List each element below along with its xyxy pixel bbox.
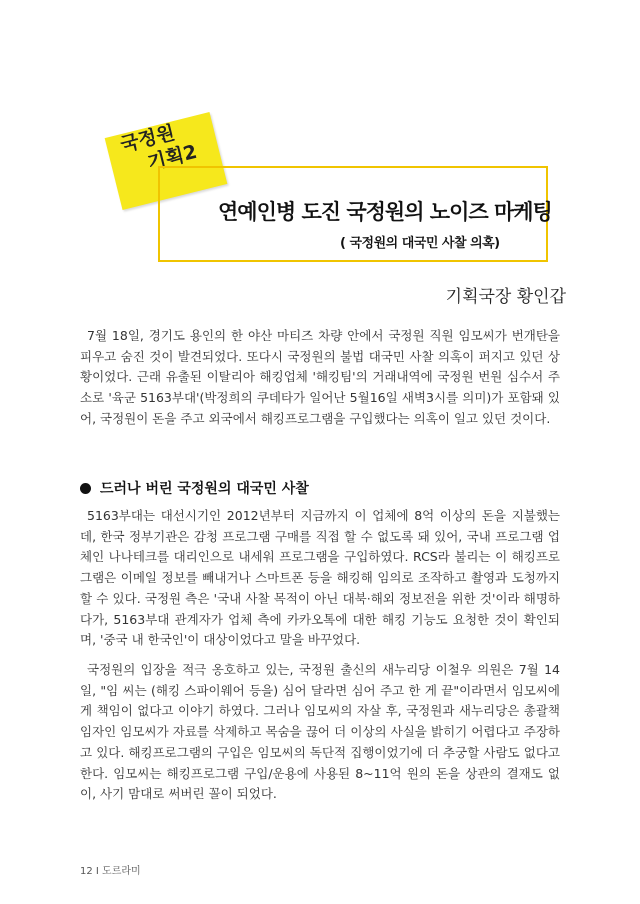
closing-paragraph: 국정원의 입장을 적극 옹호하고 있는, 국정원 출신의 새누리당 이철우 의원은 7월 14일, "임 씨는 (해킹 스파이웨어 등을) 심어 달라면 심어 주고 한 게 끝"이라면서 임모씨에게 책임이 없다고 이야기 하였다. 그러나 임모씨의 자살 후, 국정원과 새누리당은 총괄책임자인 임모씨가 자료를 삭제하고 목숨을 끊어 더 이상의 사실을 밝히기 어렵다고 주장하고 있다. 해킹프로그램의 구입은 임모씨의 독단적 집행이었기에 더 추궁할 사람도 없다고 한다. 임모씨는 해킹프로그램 구입/운용에 사용된 8~11억 원의 돈을 상관의 결재도 없이, 사기 맘대로 써버린 꼴이 되었다.: [80, 662, 560, 802]
article-subtitle: ( 국정원의 대국민 사찰 의혹): [340, 236, 500, 251]
badge-line-2: 기획2: [145, 140, 200, 175]
section-heading: [80, 478, 560, 498]
intro-paragraph: 7월 18일, 경기도 용인의 한 야산 마티즈 차량 안에서 국정원 직원 임모씨가 번개탄을 피우고 숨진 것이 발견되었다. 또다시 국정원의 불법 대국민 사찰 의혹이 퍼지고 있던 상황이었다. 근래 유출된 이탈리아 해킹업체 '해킹팀'의 거래내역에 국정원 번원 심수서 주소로 '육군 5163부대'(박정희의 쿠데타가 일어난 5월16일 새벽3시를 의미)가 포함돼 있어, 국정원이 돈을 주고 외국에서 해킹프로그램을 구입했다는 의혹이 일고 있던 것이다.: [80, 328, 560, 426]
section-heading-text: 드러나 버린 국정원의 대국민 사찰: [100, 481, 309, 497]
badge-line-1: 국정원: [118, 121, 177, 157]
bullet-icon: [80, 483, 91, 494]
section-paragraph: 5163부대는 대선시기인 2012년부터 지금까지 이 업체에 8억 이상의 돈을 지불했는데, 한국 정부기관은 감청 프로그램 구매를 직접 할 수 없도록 돼 있어, 국내 프로그램 업체인 나나테크를 대리인으로 내세워 프로그램을 구입하였다. RCS라 불리는 이 해킹프로그램은 이메일 정보를 빼내거나 스마트폰 등을 해킹해 임의로 조작하고 촬영과 도청까지 할 수 있다. 국정원 측은 '국내 사찰 목적이 아닌 대북·해외 정보전을 위한 것'이라 해명하다가, 5163부대 관계자가 업체 측에 카카오톡에 대한 해킹 기능도 요청한 것이 확인되며, '중국 내 한국인'이 대상이었다고 말을 바꾸었다.: [80, 508, 560, 648]
page-footer: 12 I 도르라미: [80, 866, 141, 877]
author-byline: 기획국장 황인갑: [445, 287, 566, 307]
article-title: 연예인병 도진 국정원의 노이즈 마케팅: [218, 200, 552, 224]
